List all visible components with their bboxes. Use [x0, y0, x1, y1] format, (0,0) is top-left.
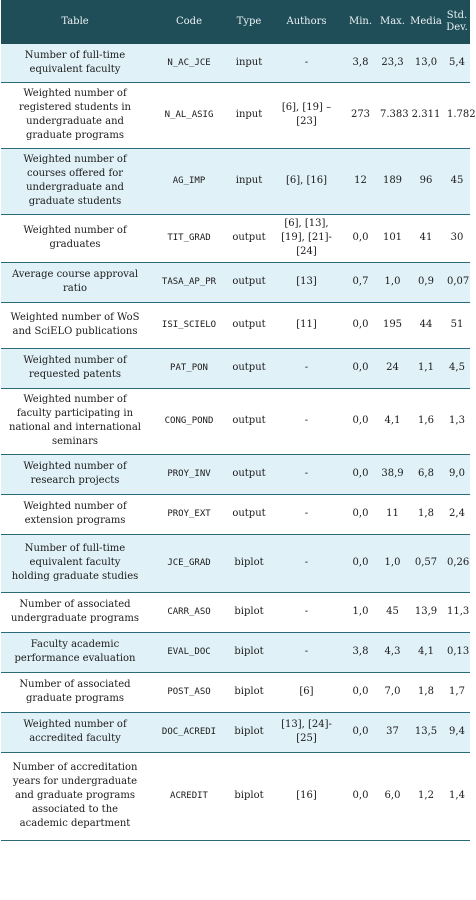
cell-std-dev: 4,5 — [444, 348, 470, 388]
cell-table-name: Weighted number of requested patents — [1, 348, 149, 388]
cell-std-dev: 1,3 — [444, 388, 470, 454]
cell-std-dev: 0,13 — [444, 632, 470, 672]
cell-authors: - — [269, 592, 344, 632]
cell-std-dev: 45 — [444, 148, 470, 214]
cell-media: 13,9 — [408, 592, 444, 632]
cell-max: 4,1 — [377, 388, 408, 454]
cell-type: biplot — [229, 592, 269, 632]
cell-authors: [13], [24]-[25] — [269, 712, 344, 752]
cell-max: 6,0 — [377, 752, 408, 840]
cell-table-name: Average course approval ratio — [1, 262, 149, 302]
cell-table-name: Weighted number of registered students in undergraduate and graduate programs — [1, 82, 149, 148]
cell-authors: [6], [13], [19], [21]-[24] — [269, 214, 344, 262]
header-type: Type — [236, 16, 262, 27]
table-row — [1, 82, 470, 148]
cell-max: 195 — [377, 302, 408, 348]
cell-type: biplot — [229, 534, 269, 592]
table-row — [1, 348, 470, 388]
cell-type: biplot — [229, 712, 269, 752]
cell-media: 1,6 — [408, 388, 444, 454]
cell-std-dev: 51 — [444, 302, 470, 348]
cell-min: 0,0 — [344, 712, 377, 752]
cell-min: 1,0 — [344, 592, 377, 632]
cell-authors: - — [269, 388, 344, 454]
cell-min: 0,0 — [344, 302, 377, 348]
cell-authors: - — [269, 494, 344, 534]
cell-table-name: Faculty academic performance evaluation — [1, 632, 149, 672]
cell-max: 37 — [377, 712, 408, 752]
cell-table-name: Weighted number of faculty participating in national and international seminars — [1, 388, 149, 454]
cell-code: EVAL_DOC — [149, 632, 229, 672]
cell-table-name: Number of full-time equivalent faculty — [1, 44, 149, 82]
cell-min: 0,7 — [344, 262, 377, 302]
cell-max: 101 — [377, 214, 408, 262]
cell-authors: - — [269, 44, 344, 82]
cell-media: 4,1 — [408, 632, 444, 672]
cell-type: input — [229, 148, 269, 214]
cell-type: input — [229, 82, 269, 148]
cell-max: 189 — [377, 148, 408, 214]
cell-std-dev: 9,0 — [444, 454, 470, 494]
cell-code: JCE_GRAD — [149, 534, 229, 592]
cell-std-dev: 1.782 — [444, 82, 470, 148]
table-header — [1, 0, 470, 44]
header-code: Code — [176, 16, 202, 27]
cell-code: PROY_INV — [149, 454, 229, 494]
cell-type: output — [229, 348, 269, 388]
cell-table-name: Number of full-time equivalent faculty holding graduate studies — [1, 534, 149, 592]
cell-max: 1,0 — [377, 262, 408, 302]
cell-media: 41 — [408, 214, 444, 262]
cell-max: 38,9 — [377, 454, 408, 494]
cell-code: PROY_EXT — [149, 494, 229, 534]
cell-min: 0,0 — [344, 388, 377, 454]
table-row — [1, 262, 470, 302]
cell-code: TASA_AP_PR — [149, 262, 229, 302]
cell-table-name: Weighted number of research projects — [1, 454, 149, 494]
header-min: Min. — [348, 16, 373, 27]
cell-authors: - — [269, 348, 344, 388]
table-row — [1, 388, 470, 454]
table-row — [1, 712, 470, 752]
header-authors: Authors — [286, 16, 327, 27]
cell-max: 7.383 — [377, 82, 408, 148]
cell-min: 0,0 — [344, 534, 377, 592]
cell-table-name: Number of accreditation years for undergraduate and graduate programs associated to the academic department — [1, 752, 149, 840]
table-body — [1, 44, 476, 840]
cell-type: output — [229, 214, 269, 262]
indicators-table — [1, 0, 476, 841]
cell-authors: - — [269, 632, 344, 672]
cell-code: TIT_GRAD — [149, 214, 229, 262]
cell-min: 273 — [344, 82, 377, 148]
cell-code: ISI_SCIELO — [149, 302, 229, 348]
cell-min: 3,8 — [344, 44, 377, 82]
cell-min: 0,0 — [344, 752, 377, 840]
table-row — [1, 592, 470, 632]
cell-type: input — [229, 44, 269, 82]
cell-max: 4,3 — [377, 632, 408, 672]
cell-code: AG_IMP — [149, 148, 229, 214]
table-row — [1, 752, 470, 840]
cell-std-dev: 30 — [444, 214, 470, 262]
cell-type: output — [229, 454, 269, 494]
cell-min: 3,8 — [344, 632, 377, 672]
cell-type: biplot — [229, 632, 269, 672]
header-row — [1, 0, 470, 44]
cell-media: 1,8 — [408, 494, 444, 534]
cell-type: biplot — [229, 752, 269, 840]
cell-media: 13,5 — [408, 712, 444, 752]
table-row — [1, 534, 470, 592]
cell-authors: [16] — [269, 752, 344, 840]
table-row — [1, 214, 470, 262]
cell-media: 0,9 — [408, 262, 444, 302]
cell-max: 1,0 — [377, 534, 408, 592]
cell-media: 44 — [408, 302, 444, 348]
cell-code: POST_ASO — [149, 672, 229, 712]
cell-media: 13,0 — [408, 44, 444, 82]
header-std-dev: Std. Dev. — [446, 10, 468, 33]
cell-min: 0,0 — [344, 494, 377, 534]
cell-table-name: Number of associated undergraduate programs — [1, 592, 149, 632]
cell-authors: [13] — [269, 262, 344, 302]
cell-max: 24 — [377, 348, 408, 388]
cell-code: PAT_PON — [149, 348, 229, 388]
cell-max: 45 — [377, 592, 408, 632]
cell-std-dev: 0,07 — [444, 262, 470, 302]
cell-max: 7,0 — [377, 672, 408, 712]
cell-code: DOC_ACREDI — [149, 712, 229, 752]
table-row — [1, 148, 470, 214]
cell-media: 6,8 — [408, 454, 444, 494]
cell-table-name: Number of associated graduate programs — [1, 672, 149, 712]
cell-min: 12 — [344, 148, 377, 214]
cell-min: 0,0 — [344, 454, 377, 494]
cell-authors: [6], [19] – [23] — [269, 82, 344, 148]
cell-table-name: Weighted number of courses offered for undergraduate and graduate students — [1, 148, 149, 214]
table-row — [1, 632, 470, 672]
cell-type: output — [229, 494, 269, 534]
cell-table-name: Weighted number of extension programs — [1, 494, 149, 534]
cell-std-dev: 2,4 — [444, 494, 470, 534]
cell-authors: [6] — [269, 672, 344, 712]
cell-code: N_AC_JCE — [149, 44, 229, 82]
cell-authors: - — [269, 454, 344, 494]
cell-std-dev: 1,4 — [444, 752, 470, 840]
cell-media: 1,8 — [408, 672, 444, 712]
cell-table-name: Weighted number of WoS and SciELO publications — [1, 302, 149, 348]
cell-authors: [11] — [269, 302, 344, 348]
cell-type: output — [229, 302, 269, 348]
cell-type: output — [229, 388, 269, 454]
cell-code: CARR_ASO — [149, 592, 229, 632]
cell-authors: [6], [16] — [269, 148, 344, 214]
cell-media: 2.311 — [408, 82, 444, 148]
cell-max: 11 — [377, 494, 408, 534]
cell-code: ACREDIT — [149, 752, 229, 840]
cell-table-name: Weighted number of graduates — [1, 214, 149, 262]
cell-min: 0,0 — [344, 348, 377, 388]
cell-std-dev: 1,7 — [444, 672, 470, 712]
cell-media: 0,57 — [408, 534, 444, 592]
cell-type: biplot — [229, 672, 269, 712]
cell-std-dev: 9,4 — [444, 712, 470, 752]
cell-type: output — [229, 262, 269, 302]
cell-std-dev: 11,3 — [444, 592, 470, 632]
cell-std-dev: 0,26 — [444, 534, 470, 592]
cell-code: CONG_POND — [149, 388, 229, 454]
header-media: Media — [410, 16, 442, 27]
cell-media: 1,1 — [408, 348, 444, 388]
cell-code: N_AL_ASIG — [149, 82, 229, 148]
cell-table-name: Weighted number of accredited faculty — [1, 712, 149, 752]
table-row — [1, 454, 470, 494]
cell-authors: - — [269, 534, 344, 592]
cell-min: 0,0 — [344, 214, 377, 262]
cell-max: 23,3 — [377, 44, 408, 82]
table-row — [1, 494, 470, 534]
cell-std-dev: 5,4 — [444, 44, 470, 82]
table-row — [1, 44, 470, 82]
cell-min: 0,0 — [344, 672, 377, 712]
header-max: Max. — [379, 16, 406, 27]
table-row — [1, 302, 470, 348]
header-table: Table — [61, 16, 89, 27]
cell-media: 96 — [408, 148, 444, 214]
table-row — [1, 672, 470, 712]
cell-media: 1,2 — [408, 752, 444, 840]
